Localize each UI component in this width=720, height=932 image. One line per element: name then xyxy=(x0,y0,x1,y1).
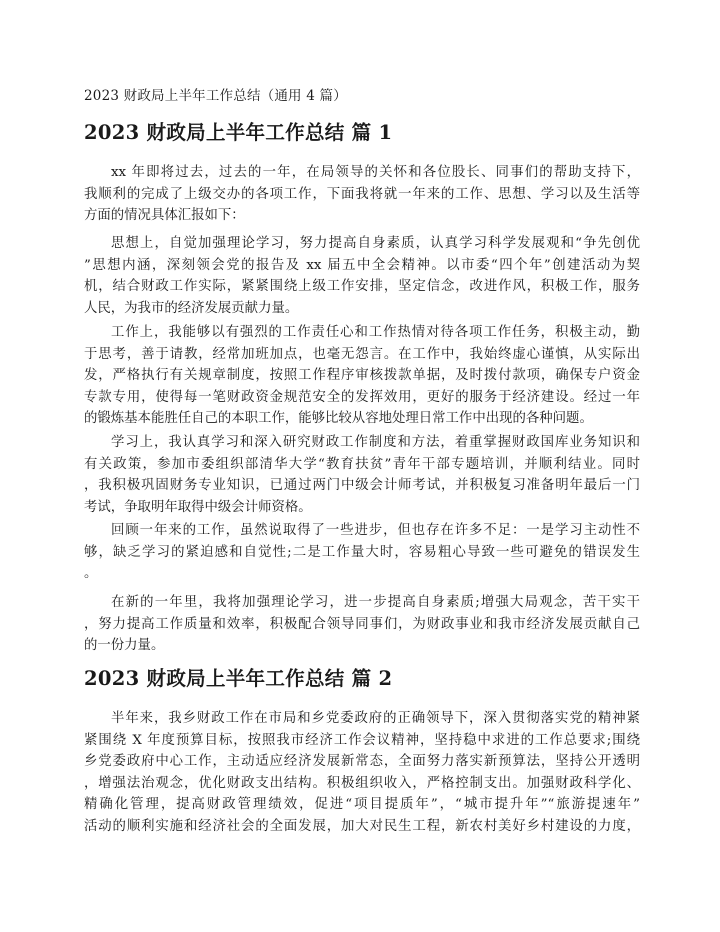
paragraph-line: 专款专用，使得每一笔财政资金规范安全的发挥效用，更好的服务于经济建设。经过一年 xyxy=(84,389,640,405)
paragraph-line: 发，严格执行有关规章制度，按照工作程序审核拨款单据，及时拨付款项，确保专户资金 xyxy=(84,368,640,383)
paragraph-line: 学习上，我认真学习和深入研究财政工作制度和方法，着重掌握财政国库业务知识和 xyxy=(111,435,640,450)
paragraph-line: 回顾一年来的工作，虽然说取得了一些进步，但也存在许多不足：一是学习主动性不 xyxy=(111,523,640,538)
paragraph-line: 乡党委政府中心工作，主动适应经济发展新常态，全面努力落实新预算法，坚持公开透明 xyxy=(84,754,640,769)
paragraph-line: 人民，为我市的经济发展贡献力量。 xyxy=(84,300,299,316)
paragraph-2-1 xyxy=(84,708,640,837)
paragraph-line: 的锻炼基本能胜任自己的本职工作，能够比较从容地处理日常工作中出现的各种问题。 xyxy=(84,411,593,426)
paragraph-line: 方面的情况具体汇报如下： xyxy=(84,208,245,223)
paragraph-line: 在新的一年里，我将加强理论学习，进一步提高自身素质;增强大局观念，苦干实干 xyxy=(111,595,640,610)
paragraph-line: 于思考，善于请教，经常加班加点，也毫无怨言。在工作中，我始终虚心谨慎，从实际出 xyxy=(84,346,640,362)
section-heading-2: 2023 财政局上半年工作总结 篇 2 xyxy=(84,667,393,690)
paragraph-line: 够，缺乏学习的紧迫感和自觉性;二是工作量大时，容易粗心导致一些可避免的错误发生 xyxy=(84,544,640,560)
paragraph-1-6 xyxy=(84,592,640,657)
paragraph-line: 。 xyxy=(84,566,98,581)
paragraph-line: 半年来，我乡财政工作在市局和乡党委政府的正确领导下，深入贯彻落实党的精神紧 xyxy=(111,711,640,726)
paragraph-line: ，增强法治观念，优化财政支出结构。积极组织收入，严格控制支出。加强财政科学化、 xyxy=(84,775,640,791)
paragraph-line: ”思想内涵，深刻领会党的报告及 xx 届五中全会精神。以市委“四个年”创建活动为契 xyxy=(84,257,640,273)
paragraph-line: 紧围绕 X 年度预算目标，按照我市经济工作会议精神，坚持稳中求进的工作总要求;围绕 xyxy=(84,732,640,748)
paragraph-1-4 xyxy=(84,432,640,518)
paragraph-1-2 xyxy=(84,233,640,319)
paragraph-line: 精确化管理，提高财政管理绩效，促进“项目提质年”，“城市提升年”“旅游提速年” xyxy=(84,797,640,812)
paragraph-line: 工作上，我能够以有强烈的工作责任心和工作热情对待各项工作任务，积极主动，勤 xyxy=(111,325,640,340)
paragraph-line: 考试，争取明年取得中级会计师资格。 xyxy=(84,499,312,515)
paragraph-line: 思想上，自觉加强理论学习，努力提高自身素质，认真学习科学发展观和“争先创优 xyxy=(111,236,640,251)
paragraph-1-3 xyxy=(84,322,640,430)
paragraph-line: 机，结合财政工作实际，紧紧围绕上级工作安排，坚定信念，改进作风，积极工作，服务 xyxy=(84,279,640,294)
document-title: 2023 财政局上半年工作总结（通用 4 篇） xyxy=(84,88,347,104)
paragraph-line: 的一份力量。 xyxy=(84,638,165,653)
paragraph-1-1 xyxy=(84,162,640,227)
paragraph-line: ，我积极巩固财务专业知识，已通过两门中级会计师考试，并积极复习准备明年最后一门 xyxy=(84,478,640,493)
paragraph-line: 活动的顺利实施和经济社会的全面发展，加大对民生工程，新农村美好乡村建设的力度， xyxy=(84,818,640,834)
paragraph-line: ，努力提高工作质量和效率，积极配合领导同事们，为财政事业和我市经济发展贡献自己 xyxy=(84,616,640,632)
paragraph-line: xx 年即将过去，过去的一年，在局领导的关怀和各位股长、同事们的帮助支持下， xyxy=(111,165,640,180)
paragraph-line: 有关政策，参加市委组织部清华大学“教育扶贫”青年干部专题培训，并顺利结业。同时 xyxy=(84,456,640,472)
paragraph-line: 我顺利的完成了上级交办的各项工作，下面我将就一年来的工作、思想、学习以及生活等 xyxy=(84,186,640,202)
section-heading-1: 2023 财政局上半年工作总结 篇 1 xyxy=(84,121,393,144)
paragraph-1-5 xyxy=(84,520,640,585)
